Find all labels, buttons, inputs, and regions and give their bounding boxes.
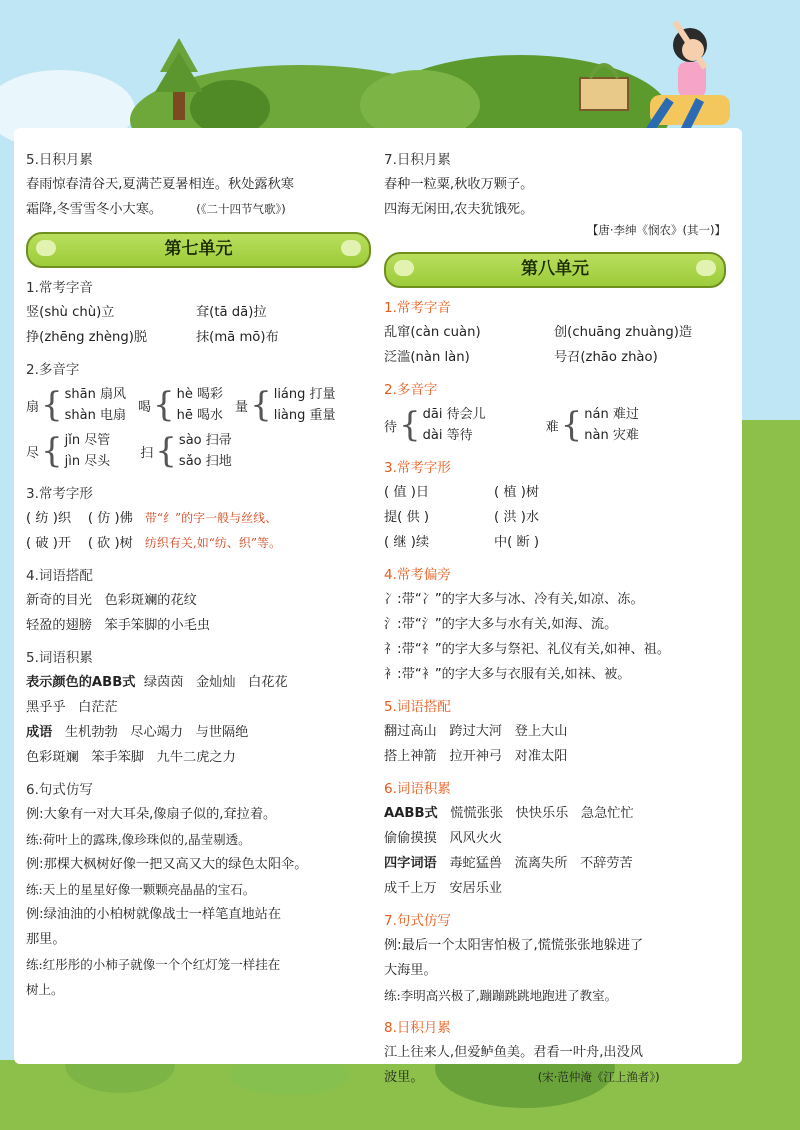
section-heading: 5.词语搭配 [384,699,451,715]
practice-line: 练:红彤彤的小柿子就像一个个红灯笼一样挂在 [26,957,281,972]
category-label: AABB式 [384,806,438,821]
polyphone [26,384,126,426]
section-heading: 8.日积月累 [384,1020,451,1036]
words: 毒蛇猛兽 流离失所 不辞劳苦 [436,856,633,871]
text-line: 偷偷摸摸 风风火火 [384,831,503,846]
text-line: 氵:带“氵”的字大多与水有关,如海、流。 [384,617,618,632]
grid-item: 挣(zhēng zhèng)脱 [26,330,148,345]
example-line: 例:绿油油的小柏树就像战士一样笔直地站在 [26,907,282,922]
brace-icon: { [560,405,583,445]
text-line: 色彩斑斓 笨手笨脚 九牛二虎之力 [26,750,236,765]
brace-icon: { [399,405,421,445]
text: 霜降,冬雪雪冬小大寒。 [26,202,163,217]
grid-item: 乱窜(càn cuàn) [384,325,481,340]
text-line [384,801,726,826]
polyphone [235,384,335,426]
section-heading: 2.多音字 [384,382,438,398]
source-citation: (宋·范仲淹《江上渔者》) [537,1070,660,1084]
poly-char: 难 [545,419,559,435]
section-heading: 6.句式仿写 [26,782,93,798]
reading: hē 喝水 [176,408,224,423]
example-line: 例:大象有一对大耳朵,像扇子似的,耷拉着。 [26,807,277,822]
grid-item: ( 洪 )水 [494,510,540,525]
reading: liàng 重量 [273,408,336,423]
reading-stack [177,384,223,426]
words: 慌慌张张 快快乐乐 急急忙忙 [437,806,634,821]
text-line [26,720,371,745]
section-heading: 2.多音字 [26,362,80,378]
brace-icon: { [250,385,272,425]
category-label: 四字词语 [384,856,437,871]
glyph-note [145,506,281,556]
reading: dài 等待 [422,428,473,443]
polyphone-row [384,402,726,448]
section-heading: 5.词语积累 [26,650,93,666]
grid-item: 创(chuāng zhuàng)造 [554,325,693,340]
brace-icon: { [155,431,177,471]
unit-banner: 第七单元 [26,232,371,268]
brace-icon: { [41,385,63,425]
text-line: 搭上神箭 拉开神弓 对准太阳 [384,749,568,764]
poly-char: 待 [384,419,398,435]
reading: liáng 打量 [273,387,336,402]
section-heading: 4.词语搭配 [26,568,93,584]
grid-item: 号召(zhāo zhào) [554,350,658,365]
section-heading: 1.常考字音 [384,300,451,316]
reading: sǎo 扫地 [178,454,232,469]
example-line: 大海里。 [384,963,437,978]
poly-char: 扫 [140,445,154,461]
brace-icon: { [153,385,175,425]
poly-char: 尽 [26,445,40,461]
source-citation: 【唐·李绅《悯农》(其一)】 [586,223,726,237]
polyphone [384,404,486,446]
grid-item: ( 值 )日 [384,485,430,500]
note-line: 纺织有关,如“纺、织”等。 [144,536,281,550]
polyphone [26,430,110,472]
pronunciation-grid [26,300,371,350]
category-label: 成语 [26,725,53,740]
grid-item: 中( 断 ) [494,535,540,550]
reading: nàn 灾难 [584,428,639,443]
grid-item: ( 继 )续 [384,535,430,550]
source-citation: (《二十四节气歌》) [196,202,286,216]
grass-right [740,420,800,1130]
text: 波里。 [384,1070,424,1085]
reading: shàn 电扇 [64,408,127,423]
section-heading: 3.常考字形 [384,460,451,476]
text-line: 新奇的目光 色彩斑斓的花纹 [26,593,197,608]
glyph-row [26,506,371,556]
text-line [384,851,726,876]
section-heading: 7.日积月累 [384,152,451,168]
pronunciation-grid [384,320,726,370]
text-line: 春种一粒粟,秋收万颗子。 [384,177,534,192]
text-line: 黑乎乎 白茫茫 [26,700,118,715]
reading-stack [423,404,486,446]
text-line: 江上往来人,但爱鲈鱼美。君看一叶舟,出没风 [384,1045,643,1060]
grid-item: ( 植 )树 [494,485,540,500]
reading: dāi 待会儿 [422,407,486,422]
glyph-list [26,506,133,556]
text-line: 冫:带“冫”的字大多与冰、冷有关,如凉、冻。 [384,592,644,607]
polyphone [138,384,223,426]
polyphone-row [26,382,371,428]
poly-char: 量 [235,399,249,415]
glyph-line: ( 纺 )织 ( 仿 )佛 [26,511,133,526]
reading: sào 扫帚 [178,433,232,448]
text-line: 四海无闲田,农夫犹饿死。 [384,202,534,217]
reading-stack [65,430,111,472]
poly-char: 喝 [138,399,152,415]
practice-line: 练:荷叶上的露珠,像珍珠似的,晶莹剔透。 [26,832,251,847]
polyphone [546,404,639,446]
reading-stack [179,430,232,472]
section-heading: 3.常考字形 [26,486,93,502]
reading-stack [584,404,639,446]
example-line: 例:最后一个太阳害怕极了,慌慌张张地躲进了 [384,938,644,953]
text-line: 成千上万 安居乐业 [384,881,503,896]
category-label: 表示颜色的ABB式 [26,675,136,690]
text-line [384,1065,726,1090]
grid-item: 抹(mā mō)布 [196,330,279,345]
glyph-grid [384,480,726,555]
right-column [384,140,726,1090]
poly-char: 扇 [26,399,40,415]
reading: hè 喝彩 [176,387,224,402]
practice-line: 练:天上的星星好像一颗颗亮晶晶的宝石。 [26,882,256,897]
section-heading: 7.句式仿写 [384,913,451,929]
section-heading: 5.日积月累 [26,152,93,168]
reading: jǐn 尽管 [64,433,111,448]
polyphone-row [26,428,371,474]
practice-line: 树上。 [26,982,64,997]
section-heading: 1.常考字音 [26,280,93,296]
words: 生机勃勃 尽心竭力 与世隔绝 [52,725,249,740]
section-heading: 6.词语积累 [384,781,451,797]
text-line [26,670,371,695]
text-line: 轻盈的翅膀 笨手笨脚的小毛虫 [26,618,211,633]
reading-stack [274,384,336,426]
grid-item: 竖(shù chù)立 [26,305,115,320]
left-column [26,140,371,1002]
text-line: 衤:带“衤”的字大多与衣服有关,如袜、被。 [384,667,631,682]
glyph-line: ( 破 )开 ( 砍 )树 [26,536,133,551]
words: 绿茵茵 金灿灿 白花花 [135,675,288,690]
grid-item: 泛滥(nàn làn) [384,350,470,365]
text-line [26,197,371,222]
text-line: 礻:带“礻”的字大多与祭祀、礼仪有关,如神、祖。 [384,642,671,657]
unit-banner: 第八单元 [384,252,726,288]
text-line: 翻过高山 跨过大河 登上大山 [384,724,568,739]
reading: shān 扇风 [64,387,127,402]
example-line: 例:那棵大枫树好像一把又高又大的绿色太阳伞。 [26,857,308,872]
reading: nán 难过 [584,407,639,422]
text-line: 春雨惊春清谷天,夏满芒夏暑相连。秋处露秋寒 [26,177,294,192]
grid-item: 提( 供 ) [384,510,430,525]
brace-icon: { [41,431,63,471]
section-heading: 4.常考偏旁 [384,567,451,583]
grid-item: 耷(tā dā)拉 [196,305,267,320]
reading: jìn 尽头 [64,454,111,469]
polyphone [140,430,231,472]
reading-stack [65,384,126,426]
note-line: 带“纟”的字一般与丝线、 [144,511,278,525]
example-line: 那里。 [26,932,66,947]
practice-line: 练:李明高兴极了,蹦蹦跳跳地跑进了教室。 [384,988,618,1003]
